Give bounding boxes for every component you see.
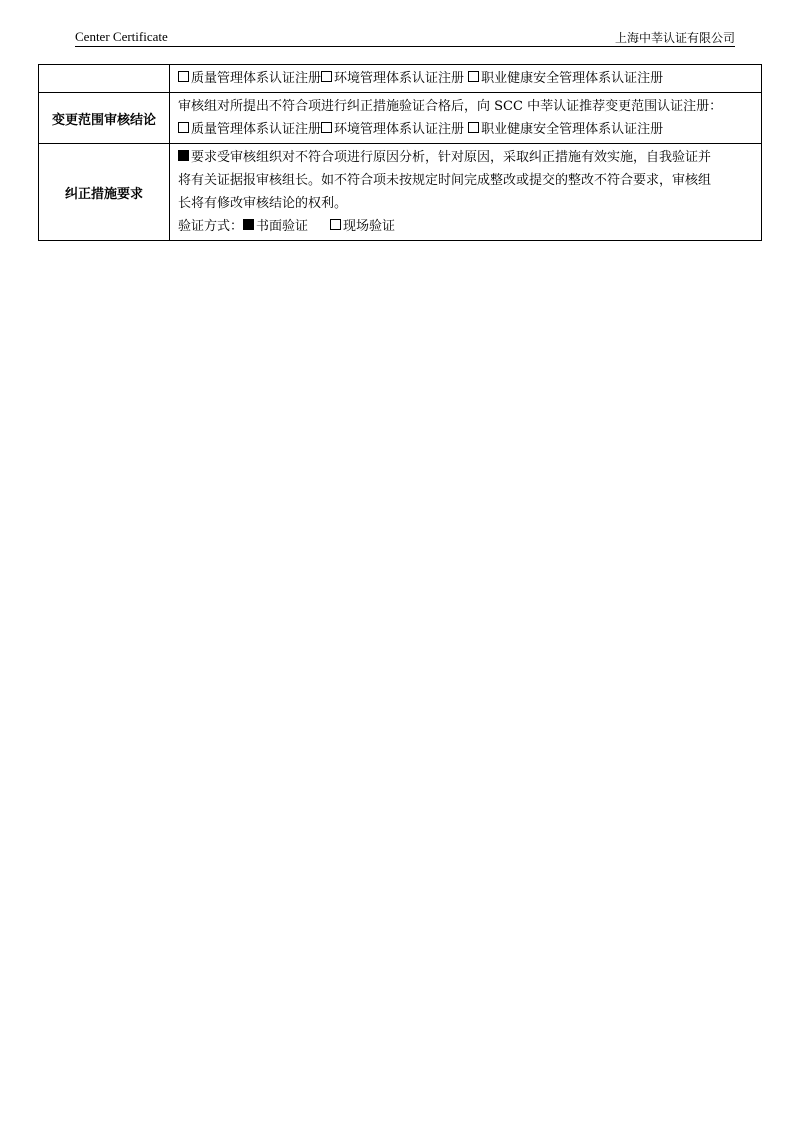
option-label: 职业健康安全管理体系认证注册 — [481, 122, 664, 137]
row1-label — [39, 65, 170, 93]
table-row — [39, 93, 762, 144]
table-row — [39, 144, 762, 241]
requirement-line: 将有关证据报审核组长。如不符合项未按规定时间完成整改或提交的整改不符合要求，审核组 — [178, 173, 712, 188]
row2-label: 变更范围审核结论 — [39, 93, 170, 144]
checkbox-icon[interactable] — [468, 122, 479, 133]
table-row — [39, 65, 762, 93]
checkbox-checked-icon[interactable] — [178, 150, 189, 161]
row1-options — [178, 67, 755, 90]
option-label: 环境管理体系认证注册 — [334, 122, 465, 137]
verify-label: 验证方式： — [178, 219, 244, 234]
row1-content — [170, 65, 762, 93]
option-label: 职业健康安全管理体系认证注册 — [481, 71, 664, 86]
requirement-line: 要求受审核组织对不符合项进行原因分析，针对原因，采取纠正措施有效实施，自我验证并 — [178, 146, 755, 169]
header-left-text: Center Certificate — [75, 29, 168, 44]
checkbox-icon[interactable] — [321, 71, 332, 82]
checkbox-icon[interactable] — [178, 71, 189, 82]
checkbox-checked-icon[interactable] — [243, 219, 254, 230]
checkbox-icon[interactable] — [468, 71, 479, 82]
page-header — [75, 28, 735, 47]
option-label: 质量管理体系认证注册 — [191, 71, 322, 86]
verify-method — [178, 215, 755, 238]
option-label: 环境管理体系认证注册 — [334, 71, 465, 86]
requirement-line: 长将有修改审核结论的权利。 — [178, 196, 348, 211]
row2-content — [170, 93, 762, 144]
checkbox-icon[interactable] — [178, 122, 189, 133]
audit-table — [38, 64, 762, 241]
checkbox-icon[interactable] — [330, 219, 341, 230]
option-label: 书面验证 — [256, 219, 309, 234]
option-label: 质量管理体系认证注册 — [191, 122, 322, 137]
option-label: 现场验证 — [343, 219, 396, 234]
row3-label: 纠正措施要求 — [39, 144, 170, 241]
row2-statement: 审核组对所提出不符合项进行纠正措施验证合格后，向 SCC 中莘认证推荐变更范围认证注册： — [178, 99, 723, 114]
row2-options — [178, 118, 755, 141]
row3-content — [170, 144, 762, 241]
checkbox-icon[interactable] — [321, 122, 332, 133]
header-company-name: 上海中莘认证有限公司 — [614, 31, 735, 45]
